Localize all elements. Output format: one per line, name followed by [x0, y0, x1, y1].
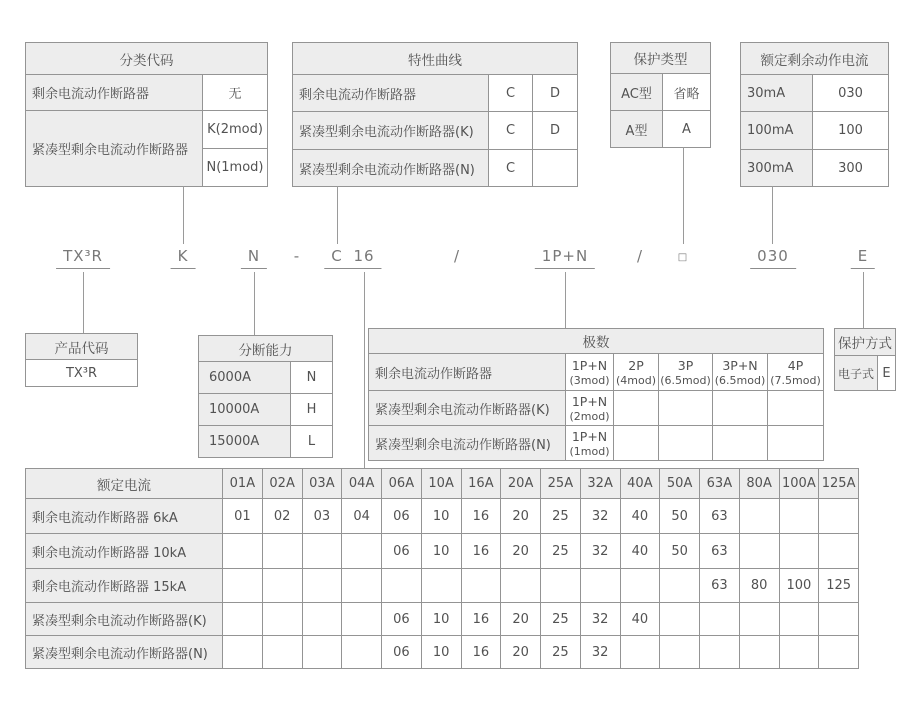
connector-line [337, 186, 338, 244]
cell [659, 426, 713, 461]
column-header: 80A [739, 469, 779, 499]
cell [660, 603, 700, 636]
protection-method-table [834, 328, 896, 391]
column-header: 40A [620, 469, 660, 499]
row-label: AC型 [611, 74, 663, 111]
cell: 25 [541, 499, 581, 534]
table-row [741, 150, 889, 187]
product-code-title: 产品代码 [26, 334, 138, 360]
cell [566, 391, 614, 426]
column-header: 125A [819, 469, 859, 499]
cell: D [533, 112, 578, 150]
table-row [26, 43, 268, 75]
cell [819, 499, 859, 534]
cell [223, 636, 263, 669]
pole-mod: (4mod) [615, 373, 656, 387]
cell: 10 [421, 603, 461, 636]
table-row [26, 360, 138, 387]
table-row [26, 111, 268, 149]
cell [739, 499, 779, 534]
cell [779, 534, 819, 569]
cell: 32 [580, 534, 620, 569]
poles-table [368, 328, 824, 461]
cell: TX³R [26, 360, 138, 387]
cell [620, 636, 660, 669]
table-row [293, 112, 578, 150]
table-row [611, 111, 711, 148]
cell: N [291, 362, 333, 394]
cell: 10 [421, 499, 461, 534]
cell [223, 534, 263, 569]
row-label: 紧凑型剩余电流动作断路器(K) [26, 603, 223, 636]
cell [302, 534, 342, 569]
cell: 10 [421, 636, 461, 669]
table-row [26, 534, 859, 569]
cell: 125 [819, 569, 859, 603]
cell [739, 636, 779, 669]
cell: 04 [342, 499, 382, 534]
cell [779, 499, 819, 534]
pole-option: 4P [787, 357, 804, 373]
cell [659, 354, 713, 391]
cell: 10 [421, 534, 461, 569]
pole-option: 3P [677, 357, 694, 373]
cell [566, 426, 614, 461]
cell [262, 569, 302, 603]
table-row [741, 112, 889, 150]
pole-option: 1P+N [571, 393, 608, 409]
cell: 25 [541, 534, 581, 569]
pole-mod: (6.5mod) [714, 373, 766, 387]
cell: 32 [580, 603, 620, 636]
cell [223, 569, 263, 603]
table-row [293, 43, 578, 75]
cell [302, 569, 342, 603]
cell: 80 [739, 569, 779, 603]
table-row [26, 569, 859, 603]
row-label: 紧凑型剩余电流动作断路器(N) [369, 426, 566, 461]
table-row [26, 636, 859, 669]
row-label: 30mA [741, 75, 813, 112]
cell: 100 [813, 112, 889, 150]
cell [768, 354, 824, 391]
cell [614, 426, 659, 461]
cell: 20 [501, 636, 541, 669]
row-label: 剩余电流动作断路器 [369, 354, 566, 391]
row-label: 紧凑型剩余电流动作断路器(N) [26, 636, 223, 669]
cell: A [663, 111, 711, 148]
cell [342, 534, 382, 569]
cell [342, 603, 382, 636]
table-row [293, 75, 578, 112]
pole-mod: (6.5mod) [660, 373, 711, 387]
cell [262, 636, 302, 669]
cell [580, 569, 620, 603]
column-header: 50A [660, 469, 700, 499]
row-label: 15000A [199, 426, 291, 458]
cell [739, 603, 779, 636]
table-row [611, 74, 711, 111]
poles-title: 极数 [369, 329, 824, 354]
cell: 25 [541, 636, 581, 669]
column-header: 32A [580, 469, 620, 499]
pole-option: 1P+N [571, 357, 608, 373]
code-dash: - [293, 247, 301, 265]
table-row [293, 150, 578, 187]
cell [713, 391, 768, 426]
rated-current-table [25, 468, 859, 669]
cell: N(1mod) [203, 149, 268, 187]
row-label: 紧凑型剩余电流动作断路器(N) [293, 150, 489, 187]
cell [768, 426, 824, 461]
code-residual: 030 [750, 247, 796, 269]
breaking-capacity-table [198, 335, 333, 458]
code-method: E [851, 247, 875, 269]
row-label: 剩余电流动作断路器 [293, 75, 489, 112]
cell [614, 354, 659, 391]
cell [659, 391, 713, 426]
code-product: TX³R [56, 247, 110, 269]
cell [660, 569, 700, 603]
column-header: 100A [779, 469, 819, 499]
cell: 40 [620, 534, 660, 569]
pole-option: 3P+N [722, 357, 758, 373]
cell: 63 [700, 569, 740, 603]
column-header: 10A [421, 469, 461, 499]
pole-mod: (3mod) [569, 373, 610, 387]
table-row [199, 426, 333, 458]
cell: 03 [302, 499, 342, 534]
protection-type-table [610, 42, 711, 148]
cell [700, 603, 740, 636]
protection-type-title: 保护类型 [611, 43, 711, 74]
cell: 省略 [663, 74, 711, 111]
cell: 06 [382, 534, 422, 569]
residual-current-title: 额定剩余动作电流 [741, 43, 889, 75]
row-label: 紧凑型剩余电流动作断路器(K) [369, 391, 566, 426]
cell: 16 [461, 499, 501, 534]
connector-line [183, 186, 184, 244]
cell: 16 [461, 603, 501, 636]
code-breaking: N [241, 247, 267, 269]
connector-line [772, 186, 773, 244]
cell [819, 636, 859, 669]
table-row [741, 43, 889, 75]
code-protection-box: □ [677, 252, 689, 263]
cell: 40 [620, 603, 660, 636]
pole-option: 1P+N [571, 428, 608, 444]
column-header: 04A [342, 469, 382, 499]
column-header: 16A [461, 469, 501, 499]
column-header: 01A [223, 469, 263, 499]
code-current: 16 [346, 247, 381, 269]
breaking-capacity-title: 分断能力 [199, 336, 333, 362]
row-label: 剩余电流动作断路器 10kA [26, 534, 223, 569]
cell: 50 [660, 499, 700, 534]
cell: 40 [620, 499, 660, 534]
column-header: 02A [262, 469, 302, 499]
cell: 32 [580, 636, 620, 669]
connector-line [364, 272, 365, 468]
cell [262, 603, 302, 636]
table-row [199, 362, 333, 394]
row-label: 剩余电流动作断路器 15kA [26, 569, 223, 603]
row-label: 紧凑型剩余电流动作断路器 [26, 111, 203, 187]
cell [779, 603, 819, 636]
cell [262, 534, 302, 569]
cell: 50 [660, 534, 700, 569]
cell [713, 426, 768, 461]
pole-mod: (1mod) [569, 444, 610, 458]
table-row [26, 75, 268, 111]
connector-line [683, 147, 684, 244]
row-label: 剩余电流动作断路器 [26, 75, 203, 111]
pole-mod: (7.5mod) [770, 373, 821, 387]
residual-current-table [740, 42, 889, 187]
cell: 06 [382, 499, 422, 534]
cell [700, 636, 740, 669]
cell: 030 [813, 75, 889, 112]
cell [779, 636, 819, 669]
column-header: 03A [302, 469, 342, 499]
code-curve: C [324, 247, 349, 269]
row-label: 300mA [741, 150, 813, 187]
table-row [26, 334, 138, 360]
cell [614, 391, 659, 426]
cell: C [489, 150, 533, 187]
cell: 300 [813, 150, 889, 187]
cell [566, 354, 614, 391]
cell: C [489, 75, 533, 112]
row-label: 电子式 [835, 356, 878, 391]
table-row [199, 336, 333, 362]
cell [302, 603, 342, 636]
cell [382, 569, 422, 603]
cell: K(2mod) [203, 111, 268, 149]
classification-table [25, 42, 268, 187]
cell: H [291, 394, 333, 426]
cell: 16 [461, 636, 501, 669]
cell: 16 [461, 534, 501, 569]
cell [739, 534, 779, 569]
connector-line [254, 272, 255, 335]
connector-line [565, 272, 566, 328]
cell [768, 391, 824, 426]
row-label: A型 [611, 111, 663, 148]
code-class: K [171, 247, 196, 269]
cell: 无 [203, 75, 268, 111]
table-row [369, 329, 824, 354]
connector-line [863, 272, 864, 328]
code-poles: 1P+N [535, 247, 595, 269]
cell: 100 [779, 569, 819, 603]
row-label: 剩余电流动作断路器 6kA [26, 499, 223, 534]
cell: 20 [501, 534, 541, 569]
cell: 06 [382, 636, 422, 669]
row-label: 紧凑型剩余电流动作断路器(K) [293, 112, 489, 150]
cell: 63 [700, 499, 740, 534]
table-row [26, 499, 859, 534]
protection-method-title: 保护方式 [835, 329, 896, 356]
cell: L [291, 426, 333, 458]
cell [342, 636, 382, 669]
cell [223, 603, 263, 636]
cell: 06 [382, 603, 422, 636]
classification-title: 分类代码 [26, 43, 268, 75]
cell [461, 569, 501, 603]
cell: 63 [700, 534, 740, 569]
pole-option: 2P [628, 357, 644, 373]
table-row [26, 603, 859, 636]
cell: E [878, 356, 896, 391]
cell [302, 636, 342, 669]
column-header: 06A [382, 469, 422, 499]
cell [342, 569, 382, 603]
table-row [835, 356, 896, 391]
pole-mod: (2mod) [569, 409, 610, 423]
table-row [199, 394, 333, 426]
table-row [741, 75, 889, 112]
cell [713, 354, 768, 391]
cell: 32 [580, 499, 620, 534]
row-label: 6000A [199, 362, 291, 394]
column-header: 20A [501, 469, 541, 499]
characteristic-curve-table [292, 42, 578, 187]
cell: 02 [262, 499, 302, 534]
row-label: 100mA [741, 112, 813, 150]
code-slash-2: / [636, 247, 644, 265]
table-row [369, 391, 824, 426]
cell [620, 569, 660, 603]
connector-line [83, 272, 84, 333]
cell [541, 569, 581, 603]
column-header: 63A [700, 469, 740, 499]
table-row [26, 469, 859, 499]
cell [819, 603, 859, 636]
column-header: 25A [541, 469, 581, 499]
cell [501, 569, 541, 603]
table-row [835, 329, 896, 356]
table-row [369, 354, 824, 391]
cell [533, 150, 578, 187]
row-label: 10000A [199, 394, 291, 426]
cell: 20 [501, 603, 541, 636]
cell: 20 [501, 499, 541, 534]
cell [421, 569, 461, 603]
table-row [611, 43, 711, 74]
cell: C [489, 112, 533, 150]
rated-current-title: 额定电流 [26, 469, 223, 499]
cell [819, 534, 859, 569]
code-slash-1: / [453, 247, 461, 265]
table-row [369, 426, 824, 461]
curve-title: 特性曲线 [293, 43, 578, 75]
cell: 25 [541, 603, 581, 636]
cell: D [533, 75, 578, 112]
cell [660, 636, 700, 669]
cell: 01 [223, 499, 263, 534]
product-code-table [25, 333, 138, 387]
